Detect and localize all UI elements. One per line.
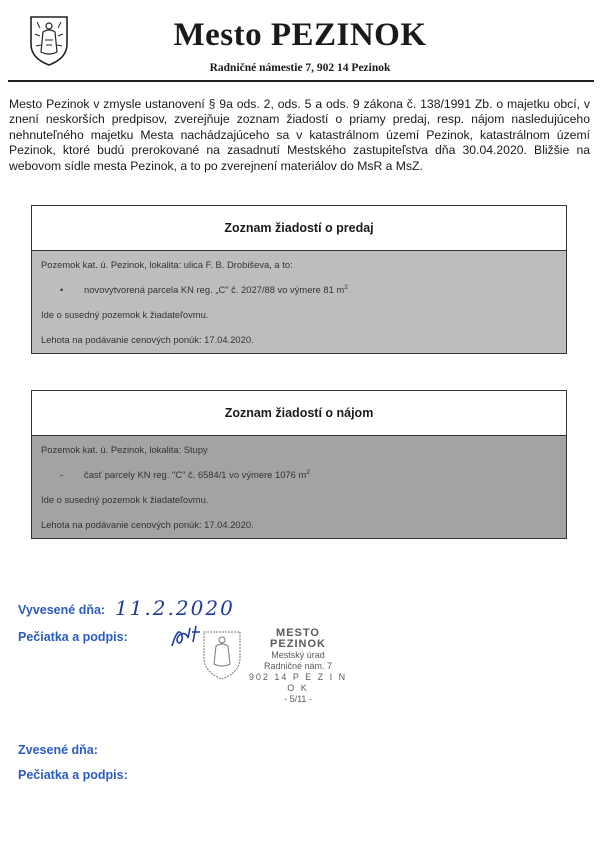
- sale-requests-box: [31, 205, 567, 354]
- sale-box-body: [32, 251, 566, 353]
- stamp-line-1: MESTO PEZINOK: [270, 627, 326, 650]
- sale-neighbour-line: Ide o susedný pozemok k žiadateľovmu.: [41, 309, 209, 321]
- lease-parcel-text: časť parcely KN reg. "C" č. 6584/1 vo výmere 1076 m: [84, 469, 307, 481]
- lease-deadline-line: Lehota na podávanie cenových ponúk: 17.04.2020.: [41, 519, 254, 531]
- address-line: Radničné námestie 7, 902 14 Pezinok: [209, 62, 391, 74]
- stamp-line-2: Mestský úrad: [271, 650, 325, 660]
- dash-icon: -: [60, 469, 64, 480]
- sale-parcel-item: [41, 284, 557, 295]
- sale-deadline-line: Lehota na podávanie cenových ponúk: 17.04.2020.: [41, 334, 254, 346]
- lease-requests-box: [31, 390, 567, 539]
- header-divider: [8, 80, 594, 82]
- posted-date-handwritten: 11.2.2020: [115, 596, 235, 620]
- lease-location-line: Pozemok kat. ú. Pezinok, lokalita: Stupy: [41, 444, 208, 455]
- stamp-signature-label: Pečiatka a podpis:: [18, 630, 128, 644]
- sale-location-line: Pozemok kat. ú. Pezinok, lokalita: ulica F. B. Drobiševa, a to:: [41, 259, 293, 270]
- lease-box-body: [32, 436, 566, 538]
- sale-box-title: Zoznam žiadostí o predaj: [32, 206, 566, 251]
- lease-parcel-unit-sup: 2: [306, 469, 310, 476]
- sale-parcel-unit-sup: 2: [344, 284, 348, 291]
- bullet-icon: •: [60, 284, 64, 295]
- removed-date-label: Zvesené dňa:: [18, 743, 98, 757]
- lease-box-title: Zoznam žiadostí o nájom: [32, 391, 566, 436]
- lease-parcel-item: [41, 469, 557, 480]
- stamp-line-5: - 5/11 -: [284, 694, 312, 704]
- page-title: Mesto PEZINOK: [173, 17, 427, 53]
- intro-paragraph: Mesto Pezinok v zmysle ustanovení § 9a ods. 2, ods. 5 a ods. 9 zákona č. 138/1991 Zb. o majetku obcí, v znení neskorších predpisov, zverejňuje zoznam žiadostí o priamy predaj, resp. nájom nasledujúceho nehnuteľného majetku Mesta nachádzajúceho sa v katastrálnom území Pezinok, katastrálnom území Pezinok, ktoré budú prerokované na zasadnutí Mestského zastupiteľstva dňa 30.04.2020. Bližšie na webovom sídle mesta Pezinok, a to po zverejnení materiálov do MsR a MsZ.: [9, 97, 590, 173]
- stamp-signature-label-2: Pečiatka a podpis:: [18, 768, 128, 782]
- sale-parcel-text: novovytvorená parcela KN reg. „C" č. 2027/88 vo výmere 81 m: [84, 284, 345, 296]
- posted-date-label: Vyvesené dňa:: [18, 603, 106, 617]
- stamp-line-3: Radničné nám. 7: [263, 661, 333, 671]
- lease-neighbour-line: Ide o susedný pozemok k žiadateľovmu.: [41, 494, 209, 506]
- office-stamp-text: [248, 628, 348, 705]
- stamp-line-4: 902 14 P E Z I N O K: [248, 672, 348, 693]
